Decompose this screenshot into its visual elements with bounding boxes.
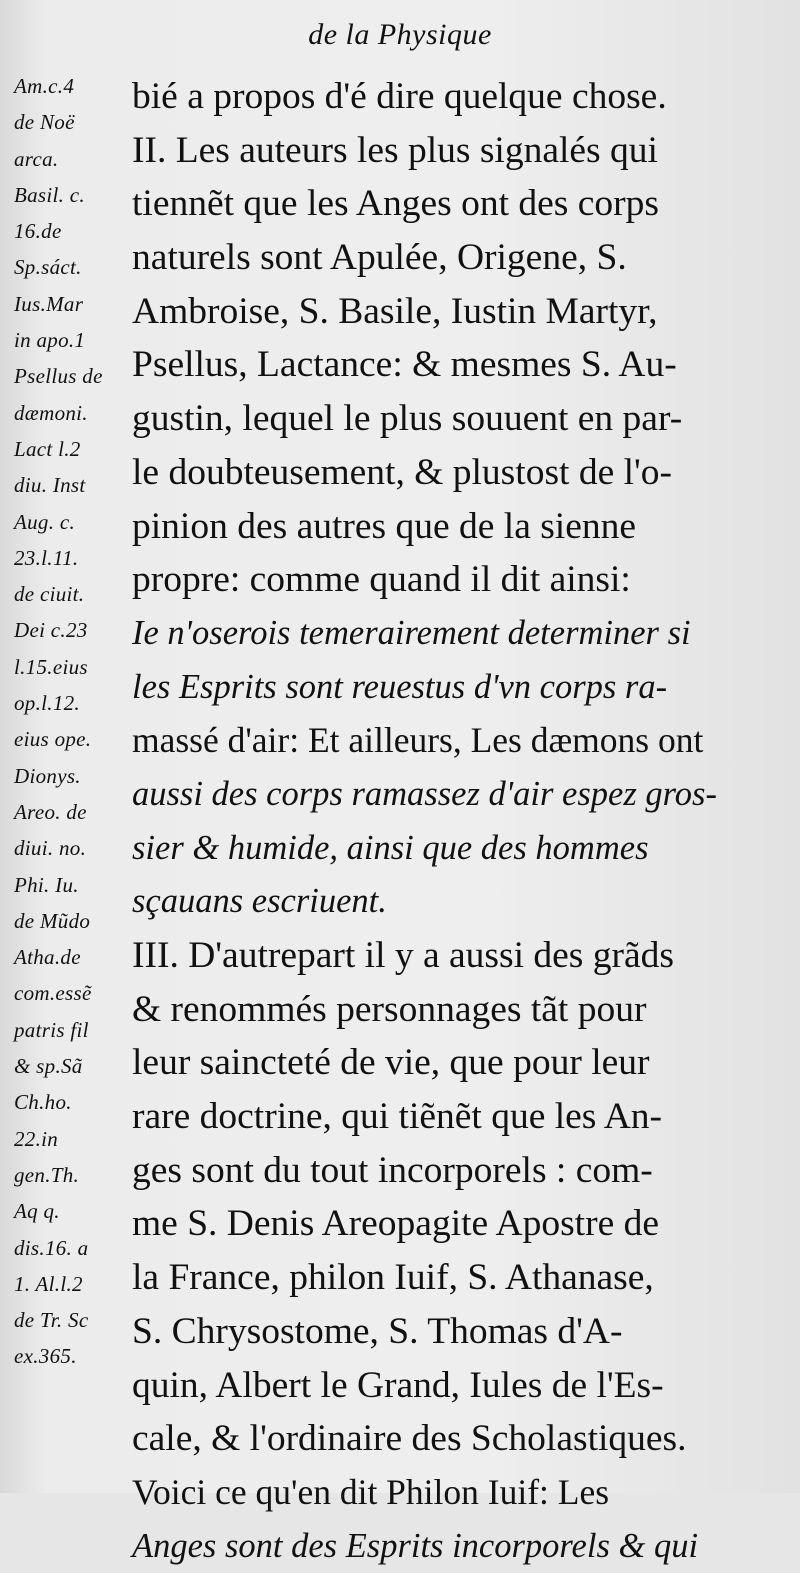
- text-line: la France, philon Iuif, S. Athanase,: [132, 1257, 654, 1299]
- margin-note: Basil. c.: [14, 182, 85, 207]
- margin-note: & sp.Sã: [14, 1054, 83, 1079]
- text-line: cale, & l'ordinaire des Scholastiques.: [132, 1418, 687, 1460]
- margin-note: Phi. Iu.: [14, 872, 79, 897]
- margin-note: 16.de: [14, 219, 62, 244]
- text-line: ges sont du tout incorporels : com-: [132, 1149, 653, 1191]
- margin-note: patris fil: [14, 1017, 89, 1042]
- text-line: S. Chrysostome, S. Thomas d'A-: [132, 1310, 623, 1352]
- margin-note: Psellus de: [14, 364, 103, 389]
- text-line: aussi des corps ramassez d'air espez gros-: [132, 774, 717, 813]
- text-line: me S. Denis Areopagite Apostre de: [132, 1203, 659, 1245]
- margin-note: 1. Al.l.2: [14, 1271, 83, 1296]
- text-line: Ie n'oserois temerairement determiner si: [132, 613, 691, 652]
- text-line: III. D'autrepart il y a aussi des grãds: [132, 935, 674, 976]
- margin-note: Dionys.: [14, 763, 81, 788]
- text-line: rare doctrine, qui tiẽnẽt que les An-: [132, 1096, 663, 1138]
- margin-note: dæmoni.: [14, 400, 88, 425]
- margin-note: de ciuit.: [14, 582, 85, 607]
- text-line: gustin, lequel le plus souuent en par-: [132, 398, 683, 440]
- text-line: pinion des autres que de la sienne: [132, 505, 637, 547]
- text-line: sçauans escriuent.: [132, 882, 387, 921]
- text-line: Ambroise, S. Basile, Iustin Martyr,: [132, 290, 658, 332]
- text-line: quin, Albert le Grand, Iules de l'Es-: [132, 1364, 664, 1406]
- margin-note: 23.l.11.: [14, 545, 79, 570]
- running-head: de la Physique: [308, 18, 492, 51]
- text-line: les Esprits sont reuestus d'vn corps ra-: [132, 667, 668, 706]
- text-line: II. Les auteurs les plus signalés qui: [132, 129, 658, 171]
- text-line: Psellus, Lactance: & mesmes S. Au-: [132, 344, 677, 386]
- text-line: naturels sont Apulée, Origene, S.: [132, 237, 627, 279]
- margin-note: diu. Inst: [14, 473, 86, 498]
- margin-note: arca.: [14, 146, 59, 171]
- margin-note: de Tr. Sc: [14, 1308, 89, 1333]
- text-line: Voici ce qu'en dit Philon Iuif: Les: [132, 1471, 610, 1512]
- margin-note: Atha.de: [14, 945, 81, 970]
- text-line: bié a propos d'é dire quelque chose.: [132, 76, 667, 117]
- margin-note: eius ope.: [14, 727, 92, 752]
- margin-note: Aq q.: [14, 1199, 60, 1224]
- margin-note: Areo. de: [14, 799, 87, 824]
- margin-note: Aug. c.: [14, 509, 75, 534]
- text-line: propre: comme quand il dit ainsi:: [132, 559, 631, 601]
- text-line: le doubteusement, & plustost de l'o-: [132, 451, 673, 493]
- body-text: [132, 70, 752, 1573]
- margin-note: l.15.eius: [14, 654, 88, 679]
- text-line: & renommés personnages tãt pour: [132, 988, 647, 1030]
- margin-note: com.essẽ: [14, 981, 92, 1006]
- margin-note: in apo.1: [14, 328, 86, 353]
- margin-note: de Noë: [14, 110, 75, 135]
- margin-note: dis.16. a: [14, 1235, 89, 1260]
- text-line: Anges sont des Esprits incorporels & qui: [132, 1526, 699, 1565]
- margin-note: Ius.Mar: [14, 291, 84, 316]
- margin-note: de Mũdo: [14, 908, 91, 933]
- margin-note: ex.365.: [14, 1344, 77, 1369]
- margin-note: op.l.12.: [14, 691, 80, 716]
- text-line: sier & humide, ainsi que des hommes: [132, 828, 649, 867]
- margin-note: Lact l.2: [14, 436, 81, 461]
- margin-note: Dei c.23: [14, 618, 88, 643]
- margin-notes: [14, 68, 146, 1375]
- margin-note: diui. no.: [14, 836, 87, 861]
- text-line: leur saincteté de vie, que pour leur: [132, 1042, 650, 1084]
- margin-note: 22.in: [14, 1126, 59, 1151]
- margin-note: Sp.sáct.: [14, 255, 82, 280]
- text-line: tiennẽt que les Anges ont des corps: [132, 183, 659, 225]
- text-line: massé d'air: Et ailleurs, Les dæmons ont: [132, 720, 704, 761]
- margin-note: Ch.ho.: [14, 1090, 72, 1115]
- margin-note: Am.c.4: [14, 74, 75, 98]
- margin-note: gen.Th.: [14, 1162, 80, 1187]
